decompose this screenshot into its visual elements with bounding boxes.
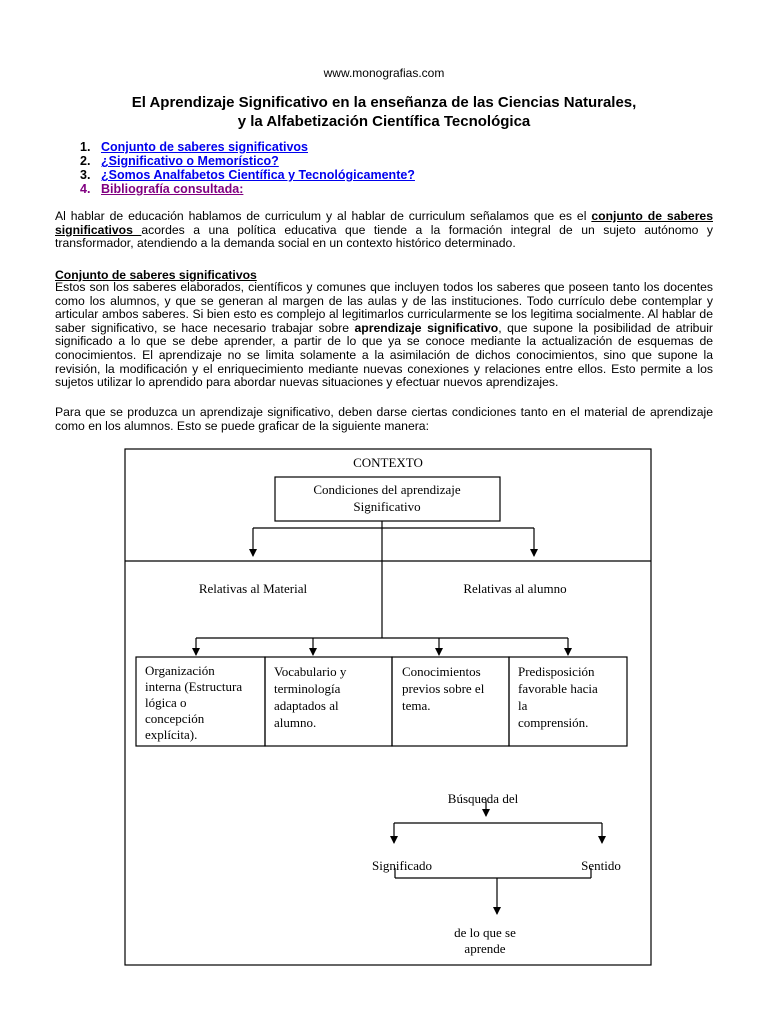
aprende-line-1: de lo que se [454, 925, 516, 940]
box1-line: concepción [145, 711, 205, 726]
conditions-line-1: Condiciones del aprendizaje [313, 482, 461, 497]
box3-line: tema. [402, 698, 431, 713]
box2-line: terminología [274, 681, 341, 696]
site-url: www.monografias.com [323, 66, 445, 80]
box2-line: alumno. [274, 715, 317, 730]
p1-text-end: , que supone la posibilidad de atribuir significado a lo que se debe aprender, a partir de lo que ya se conoce mediante la actualización de esquemas de conocimientos. El aprendizaje no se limita solamente a la asimilación de dichos conocimientos, sino que supone la revisión, la modificación y el enriquecimiento mediante nuevas conexiones y relaciones entre ellos. Esto permite a los sujetos utilizar lo aprendido para abordar nuevas situaciones y efectuar nuevos aprendizajes. [55, 320, 713, 390]
box2-line: Vocabulario y [274, 664, 347, 679]
section-heading: Conjunto de saberes significativos [55, 268, 257, 282]
box1-line: Organización [145, 663, 215, 678]
toc-number: 2. [80, 154, 91, 168]
title-line-2: y la Alfabetización Científica Tecnológica [237, 113, 531, 130]
diagram-outer-frame [125, 449, 651, 965]
intro-text: Al hablar de educación hablamos de curriculum y al hablar de curriculum señalamos que es el [55, 209, 592, 223]
busqueda-label: Búsqueda del [447, 791, 519, 806]
box3-line: Conocimientos [402, 664, 481, 679]
box1-line: explícita). [145, 727, 198, 742]
box4-line: comprensión. [518, 715, 589, 730]
title-line-1: El Aprendizaje Significativo en la enseñanza de las Ciencias Naturales, [131, 94, 637, 111]
material-label: Relativas al Material [198, 581, 308, 596]
toc-link-significativo[interactable]: ¿Significativo o Memorístico? [101, 154, 279, 168]
box1-line: interna (Estructura [145, 679, 243, 694]
alumno-label: Relativas al alumno [463, 581, 567, 596]
significado-label: Significado [372, 858, 432, 873]
conditions-line-2: Significativo [353, 499, 421, 514]
toc-number: 3. [80, 168, 91, 182]
intro-highlight: conjunto de saberes significativos [55, 209, 713, 237]
box4-line: la [518, 698, 528, 713]
box1-line: lógica o [145, 695, 187, 710]
section-paragraph-2: Para que se produzca un aprendizaje significativo, deben darse ciertas condiciones tanto en el material de aprendizaje como en los alumnos. Esto se puede graficar de la siguiente manera: [55, 405, 713, 433]
box3-line: previos sobre el [402, 681, 485, 696]
toc-number: 1. [80, 140, 91, 154]
toc-number: 4. [80, 182, 91, 196]
toc-link-saberes[interactable]: Conjunto de saberes significativos [101, 140, 308, 154]
toc-link-analfabetos[interactable]: ¿Somos Analfabetos Científica y Tecnológicamente? [101, 168, 415, 182]
toc-link-bibliografia[interactable]: Bibliografía consultada: [101, 182, 244, 196]
intro-text-end: acordes a una política educativa que tiende a la formación integral de un sujeto autónomo y transformador, atendiendo a la demanda social en un contexto histórico determinado. [55, 222, 713, 251]
box4-line: favorable hacia [518, 681, 598, 696]
box4-line: Predisposición [518, 664, 595, 679]
sentido-label: Sentido [581, 858, 621, 873]
context-label: CONTEXTO [353, 455, 423, 470]
p1-bold: aprendizaje significativo [354, 320, 499, 335]
p1-text: Estos son los saberes elaborados, científicos y comunes que incluyen todos los saberes que poseen tanto los docentes como los alumnos, y que se generan al margen de las aulas y de las instituciones. Todo currículo debe contemplar y articular ambos saberes. Si bien esto es complejo al legitimarlos curricularmente se los legitima socialmente. Al hablar de saber significativo, se hace necesario trabajar sobre [55, 280, 713, 335]
box2-line: adaptados al [274, 698, 339, 713]
aprende-line-2: aprende [464, 941, 506, 956]
